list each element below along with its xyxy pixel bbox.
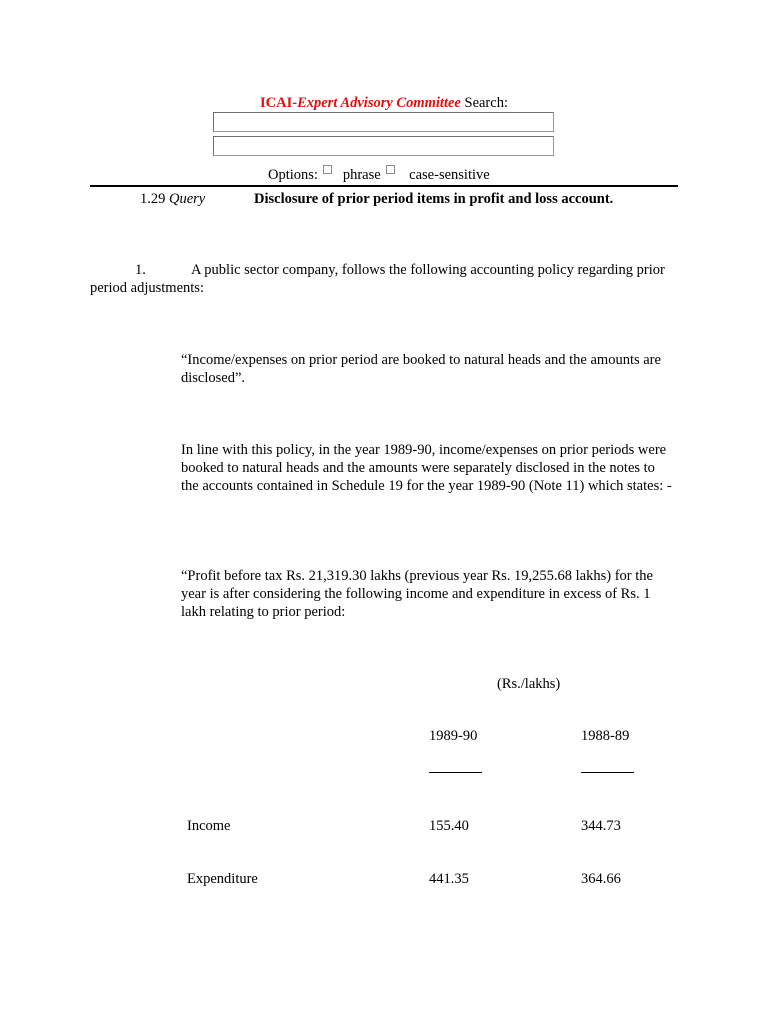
- row-label-income: Income: [187, 818, 231, 834]
- header-divider: [90, 185, 678, 187]
- income-1988-89: 344.73: [581, 818, 621, 834]
- expenditure-1988-89: 364.66: [581, 871, 621, 887]
- phrase-checkbox[interactable]: [323, 165, 332, 174]
- brand-prefix: ICAI-: [260, 95, 298, 111]
- paragraph-2: “Income/expenses on prior period are booked to natural heads and the amounts are disclosed”.: [181, 352, 661, 386]
- paragraph-1: [90, 261, 680, 297]
- paragraph-1-text: A public sector company, follows the following accounting policy regarding prior period adjustments:: [90, 262, 665, 296]
- expenditure-1989-90: 441.35: [429, 871, 469, 887]
- case-sensitive-checkbox[interactable]: [386, 165, 395, 174]
- query-number-value: 1.29: [140, 191, 166, 207]
- search-input[interactable]: [213, 112, 554, 132]
- case-sensitive-option-label: case-sensitive: [409, 167, 490, 183]
- search-title: [0, 94, 768, 112]
- query-label: Query: [169, 191, 206, 207]
- paragraph-4: “Profit before tax Rs. 21,319.30 lakhs (previous year Rs. 19,255.68 lakhs) for the year is after considering the following income and expenditure in excess of Rs. 1 lakh relating to prior period:: [181, 568, 653, 620]
- row-label-expenditure: Expenditure: [187, 871, 258, 887]
- search-label: Search:: [460, 95, 508, 111]
- paragraph-1-number: [90, 261, 181, 279]
- options-label: Options:: [268, 167, 318, 183]
- paragraph-3: In line with this policy, in the year 1989-90, income/expenses on prior periods were booked to natural heads and the amounts were separately disclosed in the notes to the accounts contained in Schedule 19 for the year 1989-90 (Note 11) which states: -: [181, 442, 672, 494]
- phrase-option-label: phrase: [342, 167, 381, 183]
- brand-name: Expert Advisory Committee: [297, 95, 461, 111]
- table-units: (Rs./lakhs): [497, 676, 561, 692]
- column-underline-2: [581, 772, 634, 773]
- search-options: [268, 166, 490, 184]
- query-number: [140, 190, 205, 208]
- column-header-1988-89: 1988-89: [581, 728, 630, 744]
- income-1989-90: 155.40: [429, 818, 469, 834]
- search-input-secondary[interactable]: [213, 136, 554, 156]
- column-header-1989-90: 1989-90: [429, 728, 478, 744]
- paragraph-1-number-text: 1.: [135, 262, 146, 278]
- query-heading: Disclosure of prior period items in profit and loss account.: [254, 191, 614, 207]
- column-underline-1: [429, 772, 482, 773]
